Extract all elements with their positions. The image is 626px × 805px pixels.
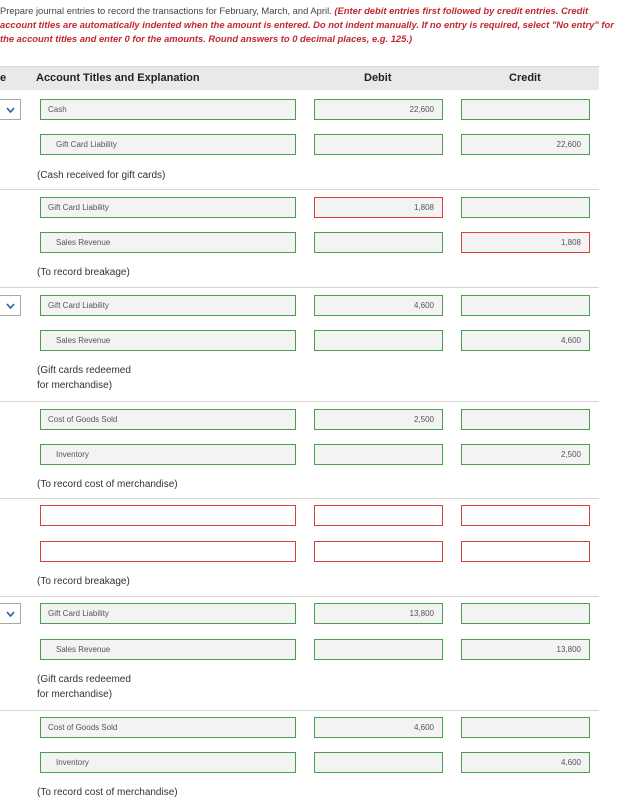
entry-explanation-line-1: (Gift cards redeemed <box>37 365 131 376</box>
credit-amount-field[interactable]: 1,808 <box>461 232 590 253</box>
entry-explanation-line-2: for merchandise) <box>37 689 113 700</box>
date-dropdown[interactable] <box>0 295 21 316</box>
credit-amount-field[interactable] <box>461 505 590 526</box>
entry-explanation: (To record breakage) <box>37 267 130 278</box>
credit-amount-field[interactable]: 4,600 <box>461 330 590 351</box>
credit-amount-field[interactable]: 2,500 <box>461 444 590 465</box>
debit-amount-field[interactable]: 4,600 <box>314 717 443 738</box>
debit-amount-field[interactable] <box>314 444 443 465</box>
credit-amount-field[interactable] <box>461 409 590 430</box>
account-title-field[interactable]: Cash <box>40 99 296 120</box>
entry-divider <box>0 596 599 597</box>
account-title-field[interactable] <box>40 505 296 526</box>
debit-amount-field[interactable] <box>314 541 443 562</box>
chevron-down-icon <box>6 611 15 617</box>
instructions <box>0 4 626 46</box>
account-title-field[interactable]: Sales Revenue <box>40 232 296 253</box>
credit-amount-field[interactable] <box>461 197 590 218</box>
credit-amount-field[interactable]: 22,600 <box>461 134 590 155</box>
credit-column-header: Credit <box>509 72 541 84</box>
entry-divider <box>0 498 599 499</box>
date-dropdown[interactable] <box>0 99 21 120</box>
account-title-field[interactable]: Cost of Goods Sold <box>40 409 296 430</box>
debit-amount-field[interactable] <box>314 752 443 773</box>
entry-explanation-line-2: for merchandise) <box>37 380 113 391</box>
credit-amount-field[interactable] <box>461 603 590 624</box>
debit-amount-field[interactable] <box>314 639 443 660</box>
entry-explanation: (To record breakage) <box>37 576 130 587</box>
account-title-field[interactable]: Cost of Goods Sold <box>40 717 296 738</box>
entry-divider <box>0 710 599 711</box>
entry-explanation: (Cash received for gift cards) <box>37 170 166 181</box>
account-title-field[interactable]: Gift Card Liability <box>40 197 296 218</box>
account-title-field[interactable]: Sales Revenue <box>40 330 296 351</box>
credit-amount-field[interactable]: 4,600 <box>461 752 590 773</box>
debit-column-header: Debit <box>364 72 392 84</box>
account-title-field[interactable]: Gift Card Liability <box>40 603 296 624</box>
credit-amount-field[interactable] <box>461 717 590 738</box>
debit-amount-field[interactable]: 13,800 <box>314 603 443 624</box>
debit-amount-field[interactable] <box>314 505 443 526</box>
account-title-field[interactable]: Gift Card Liability <box>40 134 296 155</box>
credit-amount-field[interactable] <box>461 295 590 316</box>
account-title-field[interactable]: Sales Revenue <box>40 639 296 660</box>
entry-divider <box>0 189 599 190</box>
instructions-requirements: (Enter debit entries first followed by credit entries. Credit account titles are automatically indented when the amount is entered. Do not indent manually. If no entry is required, select "No entry" for the account titles and enter 0 for the amounts. Round answers to 0 decimal places, e.g. 125.) <box>0 5 614 44</box>
table-header <box>0 66 599 90</box>
account-column-header: Account Titles and Explanation <box>36 72 200 84</box>
debit-amount-field[interactable]: 2,500 <box>314 409 443 430</box>
credit-amount-field[interactable]: 13,800 <box>461 639 590 660</box>
account-title-field[interactable]: Gift Card Liability <box>40 295 296 316</box>
chevron-down-icon <box>6 107 15 113</box>
entry-explanation-line-1: (Gift cards redeemed <box>37 674 131 685</box>
date-column-header: e <box>0 72 7 84</box>
account-title-field[interactable] <box>40 541 296 562</box>
chevron-down-icon <box>6 303 15 309</box>
debit-amount-field[interactable] <box>314 232 443 253</box>
debit-amount-field[interactable]: 4,600 <box>314 295 443 316</box>
debit-amount-field[interactable]: 1,808 <box>314 197 443 218</box>
entry-explanation: (To record cost of merchandise) <box>37 787 178 798</box>
account-title-field[interactable]: Inventory <box>40 752 296 773</box>
debit-amount-field[interactable]: 22,600 <box>314 99 443 120</box>
date-dropdown[interactable] <box>0 603 21 624</box>
debit-amount-field[interactable] <box>314 134 443 155</box>
credit-amount-field[interactable] <box>461 99 590 120</box>
entry-divider <box>0 401 599 402</box>
entry-divider <box>0 287 599 288</box>
debit-amount-field[interactable] <box>314 330 443 351</box>
instructions-lead: Prepare journal entries to record the transactions for February, March, and April. <box>0 5 332 16</box>
account-title-field[interactable]: Inventory <box>40 444 296 465</box>
entry-explanation: (To record cost of merchandise) <box>37 479 178 490</box>
credit-amount-field[interactable] <box>461 541 590 562</box>
